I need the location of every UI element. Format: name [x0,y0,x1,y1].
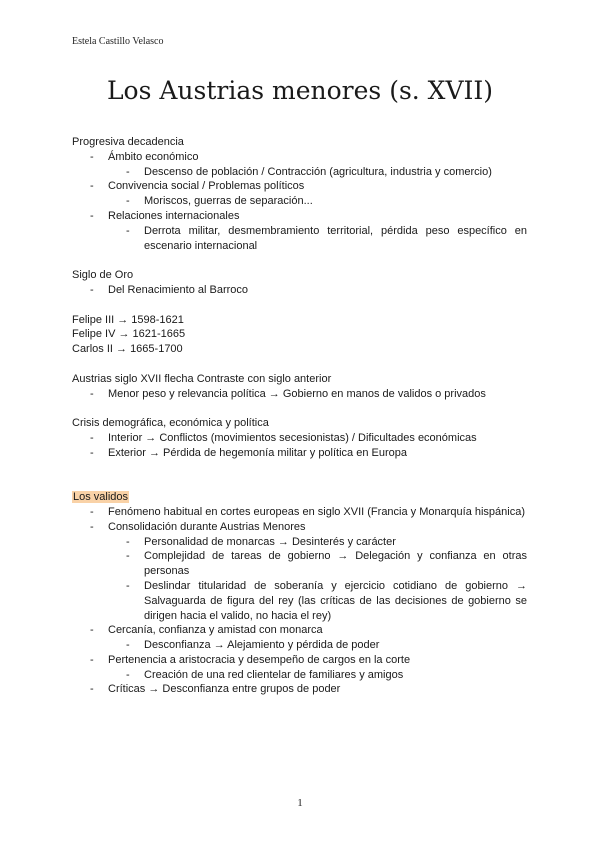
list-item: - Interior → Conflictos (movimientos secesionistas) / Dificultades económicas [90,431,477,444]
list-item: - Críticas → Desconfianza entre grupos de poder [90,683,341,696]
list-item: - Cercanía, confianza y amistad con monarca [90,624,323,637]
list-item: - Relaciones internacionales [90,209,240,222]
list-item: - Exterior → Pérdida de hegemonía militar y política en Europa [90,446,407,459]
list-item: - Convivencia social / Problemas políticos [90,180,305,193]
list-item: - Consolidación durante Austrias Menores [90,520,306,533]
list-item: - Del Renacimiento al Barroco [90,283,249,296]
list-subitem: - Personalidad de monarcas → Desinterés y carácter [126,535,396,548]
page-number: 1 [297,797,303,809]
document-body [72,135,527,697]
list-subitem: - Creación de una red clientelar de familiares y amigos [126,668,404,681]
list-item: - Menor peso y relevancia política → Gobierno en manos de validos o privados [90,387,486,400]
list-subitem: - Derrota militar, desmembramiento territorial, pérdida peso específico en escenario internacional [126,224,527,252]
list-item: - Pertenencia a aristocracia y desempeño de cargos en la corte [90,653,411,666]
reign-line: Felipe III → 1598-1621 [72,313,184,326]
section-heading-decadencia: Progresiva decadencia [72,136,184,148]
list-subitem: - Desconfianza → Alejamiento y pérdida de poder [126,639,380,652]
list-item: - Ámbito económico [90,150,199,163]
section-heading-siglo-oro: Siglo de Oro [72,269,134,282]
author-name: Estela Castillo Velasco [72,36,164,47]
list-subitem: - Complejidad de tareas de gobierno → Delegación y confianza en otras personas [126,550,527,578]
section-heading-crisis: Crisis demográfica, económica y política [72,417,269,430]
highlighted-heading: Los validos [73,491,129,504]
section-heading-validos [72,490,527,505]
list-subitem: - Descenso de población / Contracción (agricultura, industria y comercio) [126,165,492,178]
page-title: Los Austrias menores (s. XVII) [106,76,494,105]
section-heading-austrias: Austrias siglo XVII flecha Contraste con siglo anterior [72,372,332,385]
list-subitem: - Moriscos, guerras de separación... [126,195,313,208]
reign-line: Carlos II → 1665-1700 [72,343,183,356]
reign-line: Felipe IV → 1621-1665 [72,328,186,341]
list-item: - Fenómeno habitual en cortes europeas en siglo XVII (Francia y Monarquía hispánica) [90,505,526,518]
list-subitem: - Deslindar titularidad de soberanía y ejercicio cotidiano de gobierno → Salvaguarda de figura del rey (las críticas de las decisiones de gobierno se dirigen hacia el valido, no hacia el rey) [126,579,527,622]
